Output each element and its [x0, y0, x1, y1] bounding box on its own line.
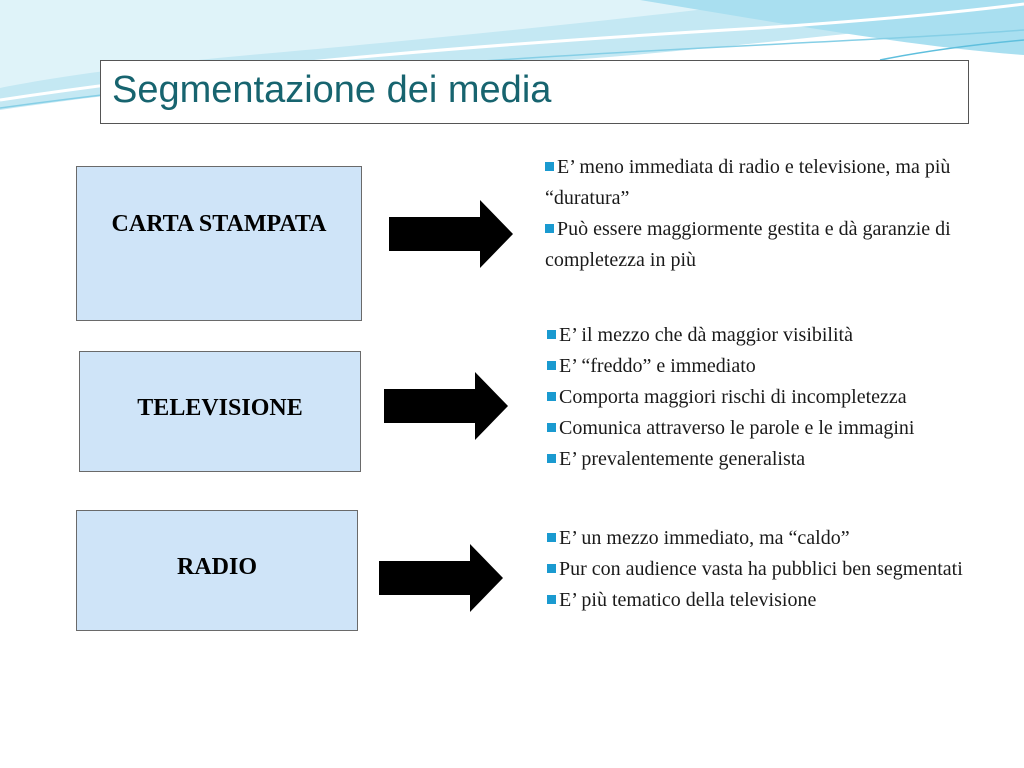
list-item: E’ più tematico della televisione: [547, 585, 1007, 616]
square-bullet-icon: [547, 564, 556, 573]
media-label-carta-stampata: CARTA STAMPATA: [111, 211, 327, 237]
list-item: E’ “freddo” e immediato: [547, 351, 1017, 382]
media-label-televisione: TELEVISIONE: [137, 395, 303, 421]
square-bullet-icon: [545, 162, 554, 171]
arrow-right-icon: [384, 372, 508, 440]
title-box: [100, 60, 969, 124]
list-item: Può essere maggiormente gestita e dà garanzie di completezza in più: [545, 218, 951, 271]
list-item: Comporta maggiori rischi di incompletezza: [547, 382, 1017, 413]
square-bullet-icon: [547, 533, 556, 542]
bullet-list-radio: [547, 523, 1007, 616]
list-item: Pur con audience vasta ha pubblici ben segmentati: [547, 554, 1007, 585]
arrow-right-icon: [389, 200, 513, 268]
square-bullet-icon: [547, 361, 556, 370]
square-bullet-icon: [547, 595, 556, 604]
media-box-carta-stampata: [76, 166, 362, 321]
bullet-list-televisione: [547, 320, 1017, 475]
media-box-radio: [76, 510, 358, 631]
list-item: E’ il mezzo che dà maggior visibilità: [547, 320, 1017, 351]
list-item: E’ meno immediata di radio e televisione, ma più “duratura”: [545, 156, 951, 209]
list-item: E’ prevalentemente generalista: [547, 444, 1017, 475]
square-bullet-icon: [547, 423, 556, 432]
square-bullet-icon: [547, 454, 556, 463]
square-bullet-icon: [547, 330, 556, 339]
arrow-right-icon: [379, 544, 503, 612]
media-box-televisione: [79, 351, 361, 472]
square-bullet-icon: [547, 392, 556, 401]
media-label-radio: RADIO: [176, 554, 257, 580]
list-item: Comunica attraverso le parole e le immagini: [547, 413, 1017, 444]
square-bullet-icon: [545, 224, 554, 233]
bullet-list-carta-stampata: [545, 152, 1005, 276]
slide-title: Segmentazione dei media: [112, 69, 552, 111]
list-item: E’ un mezzo immediato, ma “caldo”: [547, 523, 1007, 554]
